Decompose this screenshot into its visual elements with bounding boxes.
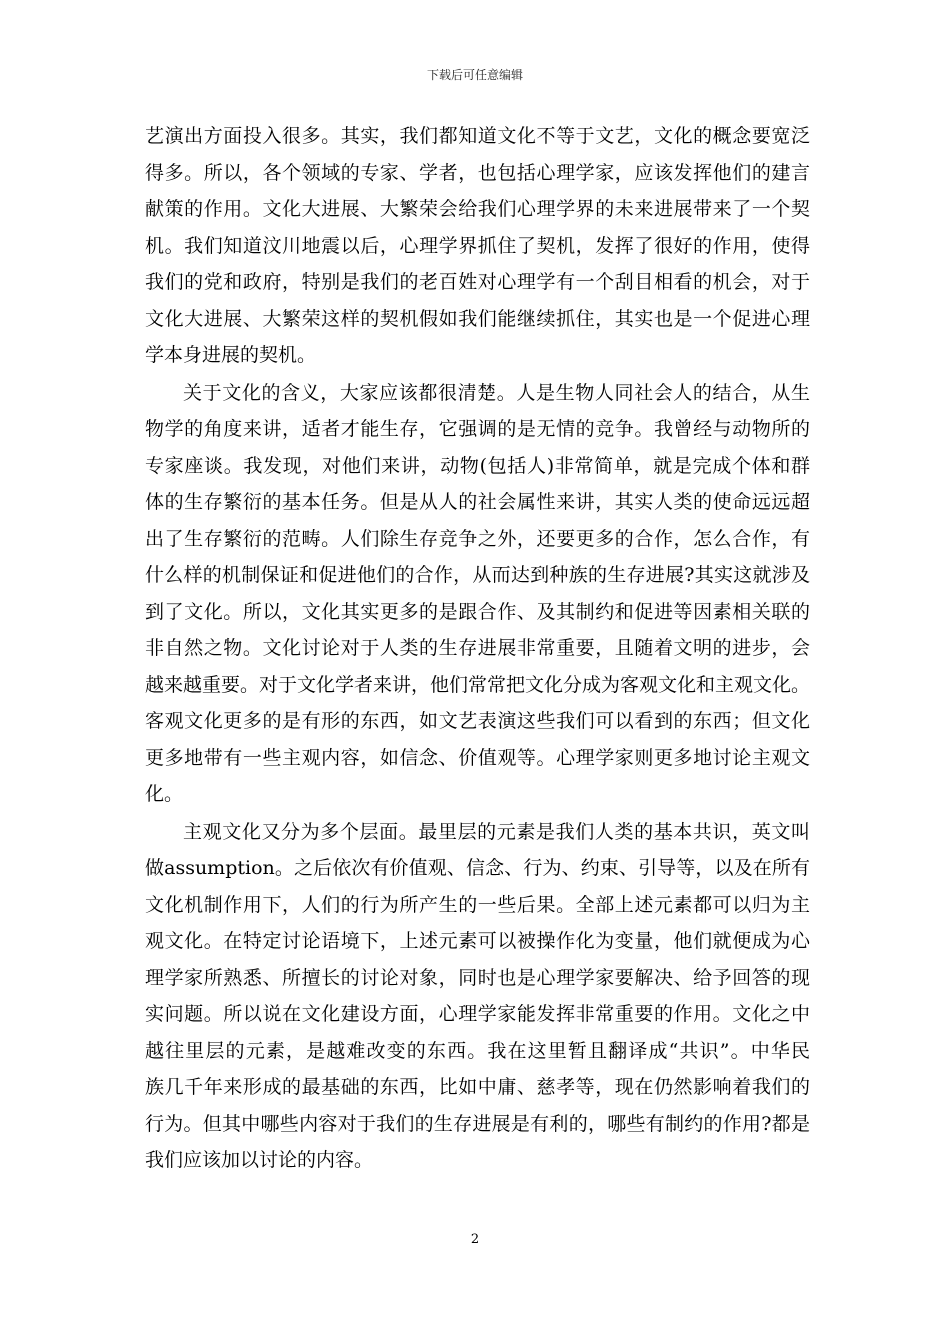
text-line: 什么样的机制保证和促进他们的合作，从而达到种族的生存进展?其实这就涉及 (145, 564, 810, 586)
text-line: 文化大进展、大繁荣这样的契机假如我们能继续抓住，其实也是一个促进心理 (145, 307, 810, 330)
text-line: 越来越重要。对于文化学者来讲，他们常常把文化分成为客观文化和主观文化。 (145, 673, 811, 696)
text-line: 实问题。所以说在文化建设方面，心理学家能发挥非常重要的作用。文化之中 (145, 1003, 810, 1025)
text-line: 关于文化的含义，大家应该都很清楚。人是生物人同社会人的结合，从生 (183, 381, 810, 404)
document-body (145, 118, 810, 1179)
text-line: 物学的角度来讲，适者才能生存，它强调的是无情的竞争。我曾经与动物所的 (145, 418, 810, 440)
text-line: 观文化。在特定讨论语境下，上述元素可以被操作化为变量，他们就便成为心 (145, 930, 810, 952)
text-line: 做assumption。之后依次有价值观、信念、行为、约束、引导等，以及在所有 (145, 857, 810, 879)
text-line: 到了文化。所以，文化其实更多的是跟合作、及其制约和促进等因素相关联的 (145, 600, 810, 623)
text-line: 理学家所熟悉、所擅长的讨论对象，同时也是心理学家要解决、给予回答的现 (145, 966, 810, 989)
paragraph (145, 814, 810, 1179)
text-line: 艺演出方面投入很多。其实，我们都知道文化不等于文艺，文化的概念要宽泛 (145, 125, 810, 147)
text-line: 越往里层的元素，是越难改变的东西。我在这里暂且翻译成“共识”。中华民 (145, 1039, 810, 1062)
text-line: 得多。所以，各个领域的专家、学者，也包括心理学家，应该发挥他们的建言 (145, 161, 810, 184)
text-line: 出了生存繁衍的范畴。人们除生存竞争之外，还要更多的合作，怎么合作，有 (145, 527, 810, 550)
text-line: 非自然之物。文化讨论对于人类的生存进展非常重要，且随着文明的进步，会 (145, 637, 810, 659)
text-line: 文化机制作用下，人们的行为所产生的一些后果。全部上述元素都可以归为主 (145, 893, 810, 916)
text-line: 更多地带有一些主观内容，如信念、价值观等。心理学家则更多地讨论主观文 (145, 746, 810, 769)
text-line: 主观文化又分为多个层面。最里层的元素是我们人类的基本共识，英文叫 (183, 820, 810, 843)
text-line: 专家座谈。我发现，对他们来讲，动物(包括人)非常简单，就是完成个体和群 (145, 454, 810, 477)
text-line: 族几千年来形成的最基础的东西，比如中庸、慈孝等，现在仍然影响着我们的 (145, 1076, 810, 1098)
paragraph (145, 375, 810, 813)
paragraph (145, 118, 810, 374)
text-line: 献策的作用。文化大进展、大繁荣会给我们心理学界的未来进展带来了一个契 (145, 198, 810, 220)
page-header: 下载后可任意编辑 (426, 68, 523, 82)
text-line: 我们应该加以讨论的内容。 (145, 1149, 374, 1171)
text-line: 行为。但其中哪些内容对于我们的生存进展是有利的，哪些有制约的作用?都是 (145, 1112, 810, 1135)
text-line: 机。我们知道汶川地震以后，心理学界抓住了契机，发挥了很好的作用，使得 (145, 234, 810, 257)
page-number: 2 (470, 1232, 480, 1247)
text-line: 我们的党和政府，特别是我们的老百姓对心理学有一个刮目相看的机会，对于 (145, 271, 810, 293)
text-line: 体的生存繁衍的基本任务。但是从人的社会属性来讲，其实人类的使命远远超 (145, 491, 810, 513)
text-line: 客观文化更多的是有形的东西，如文艺表演这些我们可以看到的东西；但文化 (145, 710, 810, 732)
text-line: 化。 (145, 783, 184, 805)
text-line: 学本身进展的契机。 (145, 344, 317, 366)
